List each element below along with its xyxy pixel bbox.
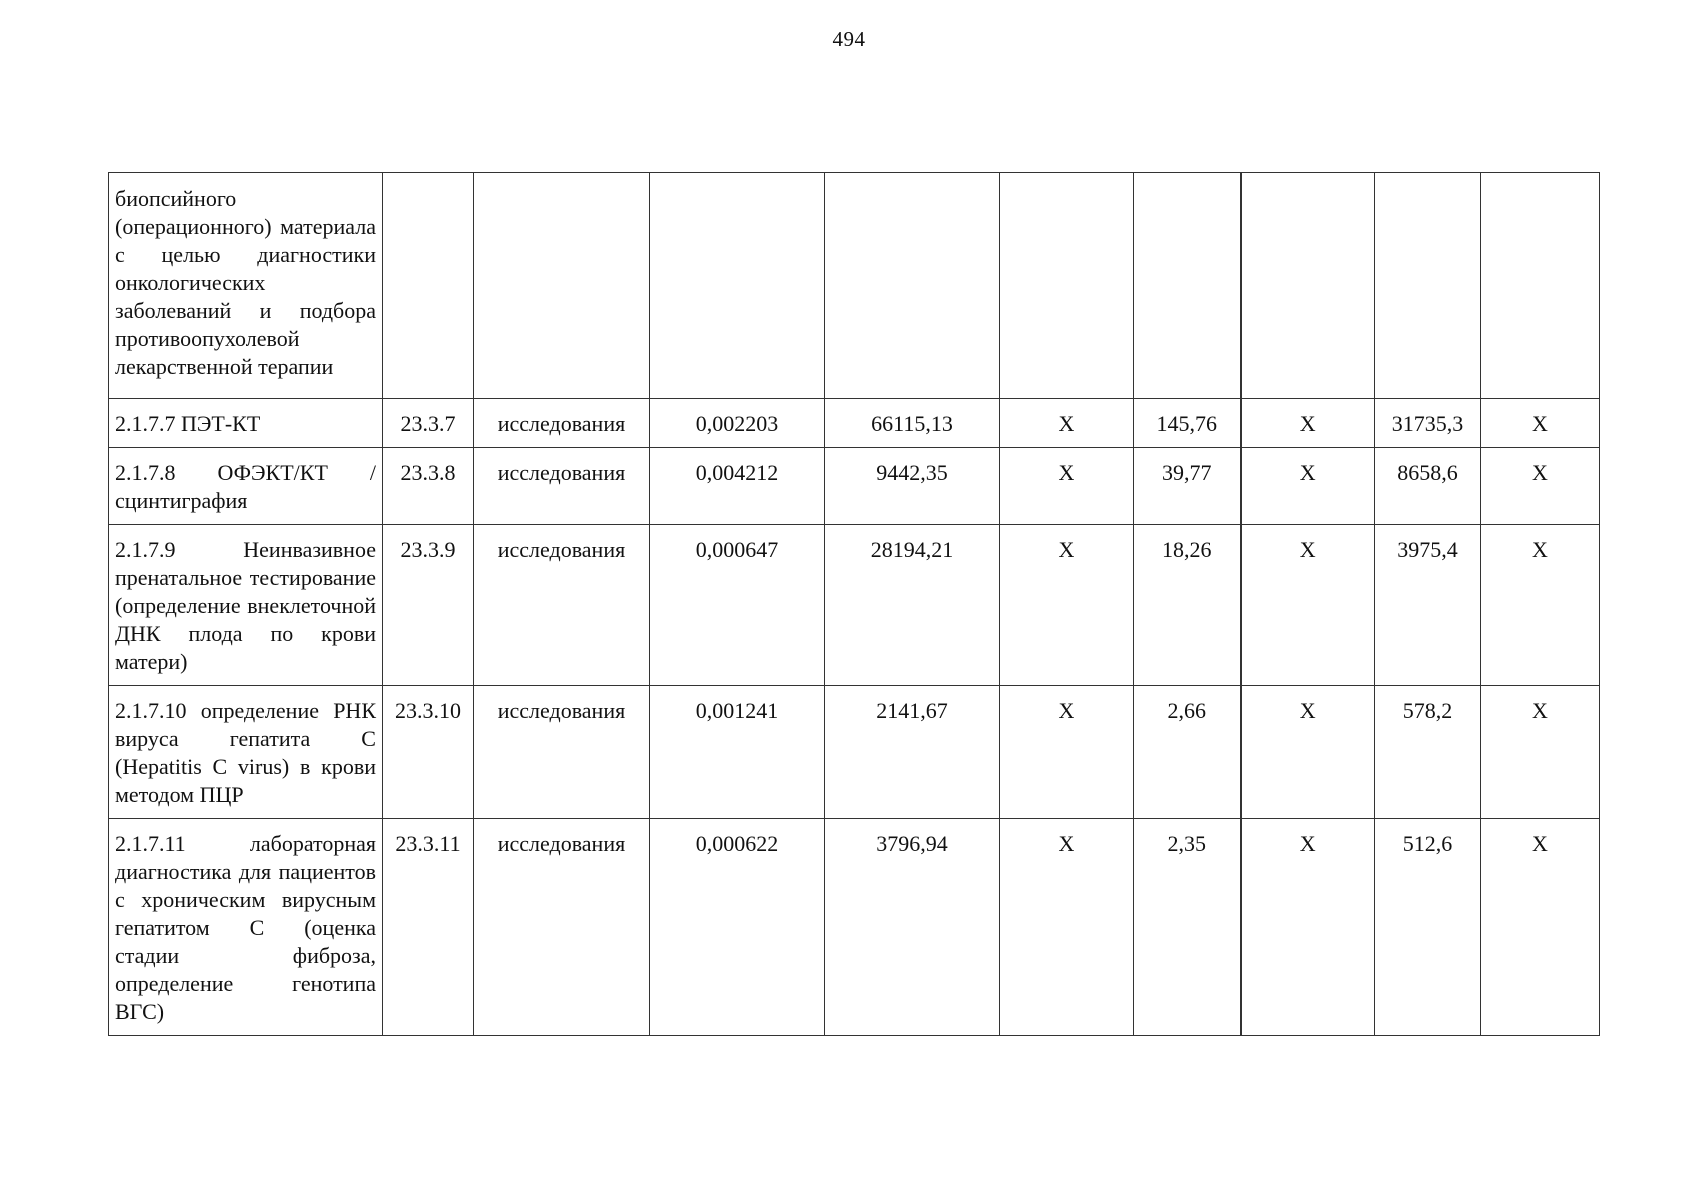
empty-cell bbox=[650, 173, 825, 399]
row-col6-cell: Х bbox=[1000, 686, 1134, 819]
row-col8-cell: Х bbox=[1241, 448, 1375, 525]
row-col9-cell: 3975,4 bbox=[1375, 525, 1481, 686]
row-name-cell: 2.1.7.10 определение РНК вируса гепатита C (Hepatitis C virus) в крови методом ПЦР bbox=[109, 686, 383, 819]
empty-cell bbox=[1134, 173, 1241, 399]
row-col8-cell: Х bbox=[1241, 686, 1375, 819]
row-code-cell: 23.3.7 bbox=[383, 399, 474, 448]
row-unit-cell: исследования bbox=[474, 819, 650, 1036]
empty-cell bbox=[383, 173, 474, 399]
table-row bbox=[109, 819, 1600, 1036]
row-name-cell: 2.1.7.11 лабораторная диагностика для пациентов с хроническим вирусным гепатитом C (оценка стадии фиброза, определение генотипа ВГС) bbox=[109, 819, 383, 1036]
row-col7-cell: 39,77 bbox=[1134, 448, 1241, 525]
row-cost-cell: 9442,35 bbox=[825, 448, 1000, 525]
row-unit-cell: исследования bbox=[474, 686, 650, 819]
row-col7-cell: 18,26 bbox=[1134, 525, 1241, 686]
row-code-cell: 23.3.9 bbox=[383, 525, 474, 686]
row-col8-cell: Х bbox=[1241, 525, 1375, 686]
row-name-cell: 2.1.7.7 ПЭТ-КТ bbox=[109, 399, 383, 448]
row-cost-cell: 66115,13 bbox=[825, 399, 1000, 448]
row-name-cell: 2.1.7.8 ОФЭКТ/КТ /сцинтиграфия bbox=[109, 448, 383, 525]
row-col8-cell: Х bbox=[1241, 819, 1375, 1036]
table-row-continuation bbox=[109, 173, 1600, 399]
table-row bbox=[109, 448, 1600, 525]
row-col10-cell: Х bbox=[1481, 819, 1600, 1036]
row-col7-cell: 2,66 bbox=[1134, 686, 1241, 819]
table-row bbox=[109, 686, 1600, 819]
row-col6-cell: Х bbox=[1000, 399, 1134, 448]
row-code-cell: 23.3.8 bbox=[383, 448, 474, 525]
empty-cell bbox=[825, 173, 1000, 399]
row-volume-cell: 0,004212 bbox=[650, 448, 825, 525]
row-volume-cell: 0,000622 bbox=[650, 819, 825, 1036]
row-unit-cell: исследования bbox=[474, 448, 650, 525]
empty-cell bbox=[474, 173, 650, 399]
row-col6-cell: Х bbox=[1000, 525, 1134, 686]
page-number: 494 bbox=[832, 27, 866, 51]
row-col7-cell: 2,35 bbox=[1134, 819, 1241, 1036]
row-col6-cell: Х bbox=[1000, 819, 1134, 1036]
row-col9-cell: 8658,6 bbox=[1375, 448, 1481, 525]
table-row bbox=[109, 399, 1600, 448]
row-volume-cell: 0,000647 bbox=[650, 525, 825, 686]
row-col10-cell: Х bbox=[1481, 686, 1600, 819]
row-col8-cell: Х bbox=[1241, 399, 1375, 448]
row-volume-cell: 0,001241 bbox=[650, 686, 825, 819]
row-cost-cell: 28194,21 bbox=[825, 525, 1000, 686]
row-name-cell: 2.1.7.9 Неинвазивное пренатальное тестирование (определение внеклеточной ДНК плода по крови матери) bbox=[109, 525, 383, 686]
row-col10-cell: Х bbox=[1481, 399, 1600, 448]
row-volume-cell: 0,002203 bbox=[650, 399, 825, 448]
row-code-cell: 23.3.10 bbox=[383, 686, 474, 819]
row-unit-cell: исследования bbox=[474, 525, 650, 686]
empty-cell bbox=[1241, 173, 1375, 399]
row-name-cell: биопсийного (операционного) материала с целью диагностики онкологических заболеваний и подбора противоопухолевой лекарственной терапии bbox=[109, 173, 383, 399]
row-code-cell: 23.3.11 bbox=[383, 819, 474, 1036]
row-col7-cell: 145,76 bbox=[1134, 399, 1241, 448]
row-col9-cell: 31735,3 bbox=[1375, 399, 1481, 448]
row-col10-cell: Х bbox=[1481, 525, 1600, 686]
row-unit-cell: исследования bbox=[474, 399, 650, 448]
table-row bbox=[109, 525, 1600, 686]
row-col9-cell: 512,6 bbox=[1375, 819, 1481, 1036]
row-cost-cell: 3796,94 bbox=[825, 819, 1000, 1036]
row-col9-cell: 578,2 bbox=[1375, 686, 1481, 819]
row-col6-cell: Х bbox=[1000, 448, 1134, 525]
empty-cell bbox=[1375, 173, 1481, 399]
tariff-table bbox=[108, 172, 1600, 1036]
empty-cell bbox=[1481, 173, 1600, 399]
row-cost-cell: 2141,67 bbox=[825, 686, 1000, 819]
empty-cell bbox=[1000, 173, 1134, 399]
row-col10-cell: Х bbox=[1481, 448, 1600, 525]
